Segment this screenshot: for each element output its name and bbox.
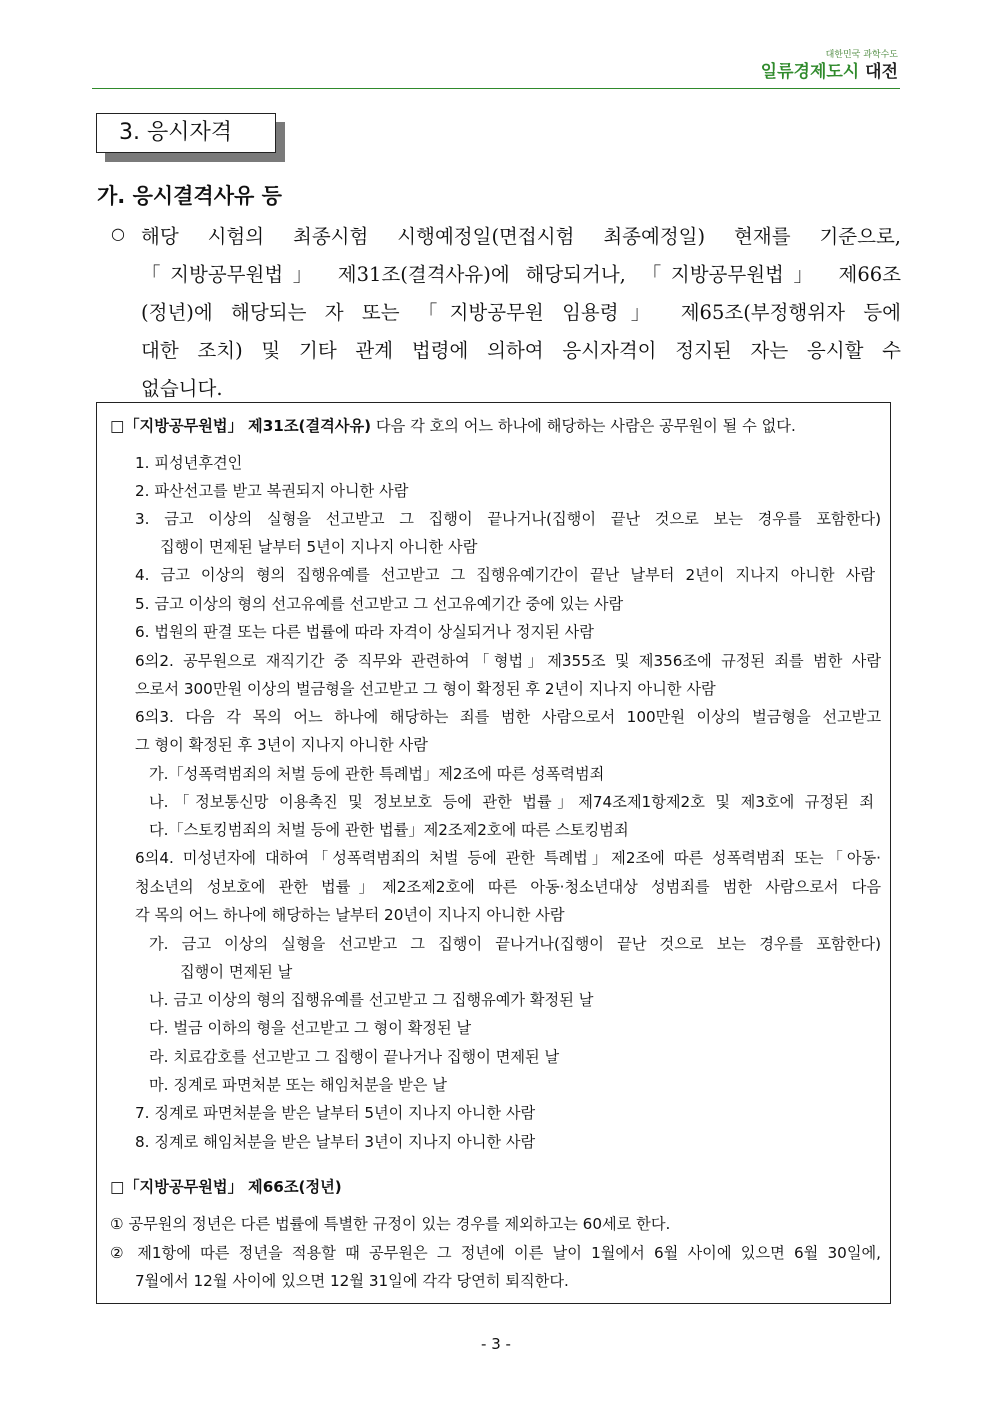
law31-item: 8. 징계로 해임처분을 받은 날부터 3년이 지나지 아니한 사람: [135, 1133, 536, 1151]
law31-item: 집행이 면제된 날부터 5년이 지나지 아니한 사람: [160, 538, 478, 556]
intro-line: 「지방공무원법」 제31조(결격사유)에 해당되거나, 「지방공무원법」 제66조: [141, 263, 901, 286]
law66-heading: □「지방공무원법」 제66조(정년): [110, 1178, 342, 1196]
law-excerpt-box: [96, 402, 891, 1304]
intro-line: 없습니다.: [141, 377, 223, 400]
law31-item: 7. 징계로 파면처분을 받은 날부터 5년이 지나지 아니한 사람: [135, 1104, 536, 1122]
intro-line: (정년)에 해당되는 자 또는 「지방공무원 임용령」 제65조(부정행위자 등에: [141, 301, 902, 324]
law31-subitem: 집행이 면제된 날: [180, 963, 293, 981]
law31-subitem: 나.「정보통신망 이용촉진 및 정보보호 등에 관한 법률」제74조제1항제2호 및 제3호에 규정된 죄: [149, 793, 874, 811]
intro-line: 대한 조치) 및 기타 관계 법령에 의하여 응시자격이 정지된 자는 응시할 수: [141, 339, 901, 362]
law31-item: 그 형이 확정된 후 3년이 지나지 아니한 사람: [135, 736, 428, 754]
law31-item: 5. 금고 이상의 형의 선고유예를 선고받고 그 선고유예기간 중에 있는 사람: [135, 595, 624, 613]
logo-green-text: 일류경제도시: [760, 62, 860, 82]
law31-item: 으로서 300만원 이상의 벌금형을 선고받고 그 형이 확정된 후 2년이 지나지 아니한 사람: [135, 680, 716, 698]
header-rule: [92, 88, 900, 89]
law31-item: 6의4. 미성년자에 대하여「성폭력범죄의 처벌 등에 관한 특례법」제2조에 따른 성폭력범죄 또는「아동·: [135, 849, 881, 867]
law66-item: ② 제1항에 따른 정년을 적용할 때 공무원은 그 정년에 이른 날이 1월에서 6월 사이에 있으면 6월 30일에,: [110, 1244, 881, 1262]
law31-item: 3. 금고 이상의 실형을 선고받고 그 집행이 끝나거나(집행이 끝난 것으로 보는 경우를 포함한다): [135, 510, 881, 528]
law31-item: 2. 파산선고를 받고 복권되지 아니한 사람: [135, 482, 409, 500]
law31-item: 1. 피성년후견인: [135, 454, 243, 472]
law31-item: 6의2. 공무원으로 재직기간 중 직무와 관련하여「형법」제355조 및 제356조에 규정된 죄를 범한 사람: [135, 652, 881, 670]
law31-subitem: 가. 금고 이상의 실형을 선고받고 그 집행이 끝나거나(집행이 끝난 것으로 보는 경우를 포함한다): [149, 935, 881, 953]
law31-subitem: 마. 징계로 파면처분 또는 해임처분을 받은 날: [149, 1076, 447, 1094]
page-number: - 3 -: [481, 1335, 511, 1353]
law31-subitem: 라. 치료감호를 선고받고 그 집행이 끝나거나 집행이 면제된 날: [149, 1048, 560, 1066]
section-title: 3. 응시자격: [96, 113, 276, 153]
law31-subitem: 다. 벌금 이하의 형을 선고받고 그 형이 확정된 날: [149, 1019, 472, 1037]
city-logo: [761, 50, 898, 83]
law31-item: 4. 금고 이상의 형의 집행유예를 선고받고 그 집행유예기간이 끝난 날부터 2년이 지나지 아니한 사람: [135, 566, 875, 584]
law31-heading: [110, 412, 880, 440]
law31-subitem: 가.「성폭력범죄의 처벌 등에 관한 특례법」제2조에 따른 성폭력범죄: [149, 765, 605, 783]
logo-tagline: 대한민국 과학수도: [825, 50, 898, 60]
intro-line: 해당 시험의 최종시험 시행예정일(면접시험 최종예정일) 현재를 기준으로,: [141, 225, 901, 248]
law31-item: 6. 법원의 판결 또는 다른 법률에 따라 자격이 상실되거나 정지된 사람: [135, 623, 594, 641]
law31-heading-title: □「지방공무원법」 제31조(결격사유): [110, 417, 372, 435]
law31-item: 청소년의 성보호에 관한 법률」제2조제2호에 따른 아동·청소년대상 성범죄를 범한 사람으로서 다음: [135, 878, 881, 896]
law31-item: 6의3. 다음 각 목의 어느 하나에 해당하는 죄를 범한 사람으로서 100만원 이상의 벌금형을 선고받고: [135, 708, 881, 726]
law31-heading-text: 다음 각 호의 어느 하나에 해당하는 사람은 공무원이 될 수 없다.: [371, 417, 796, 435]
logo-city-text: 대전: [865, 62, 898, 82]
bullet-circle: ○: [111, 224, 125, 243]
subsection-title: 가. 응시결격사유 등: [97, 184, 282, 208]
law31-subitem: 다.「스토킹범죄의 처벌 등에 관한 법률」제2조제2호에 따른 스토킹범죄: [149, 821, 629, 839]
logo-wordmark: [761, 61, 898, 83]
law66-item: ① 공무원의 정년은 다른 법률에 특별한 규정이 있는 경우를 제외하고는 60세로 한다.: [110, 1215, 671, 1233]
law31-subitem: 나. 금고 이상의 형의 집행유예를 선고받고 그 집행유예가 확정된 날: [149, 991, 594, 1009]
law66-item: 7월에서 12월 사이에 있으면 12월 31일에 각각 당연히 퇴직한다.: [135, 1272, 569, 1290]
law31-item: 각 목의 어느 하나에 해당하는 날부터 20년이 지나지 아니한 사람: [135, 906, 565, 924]
